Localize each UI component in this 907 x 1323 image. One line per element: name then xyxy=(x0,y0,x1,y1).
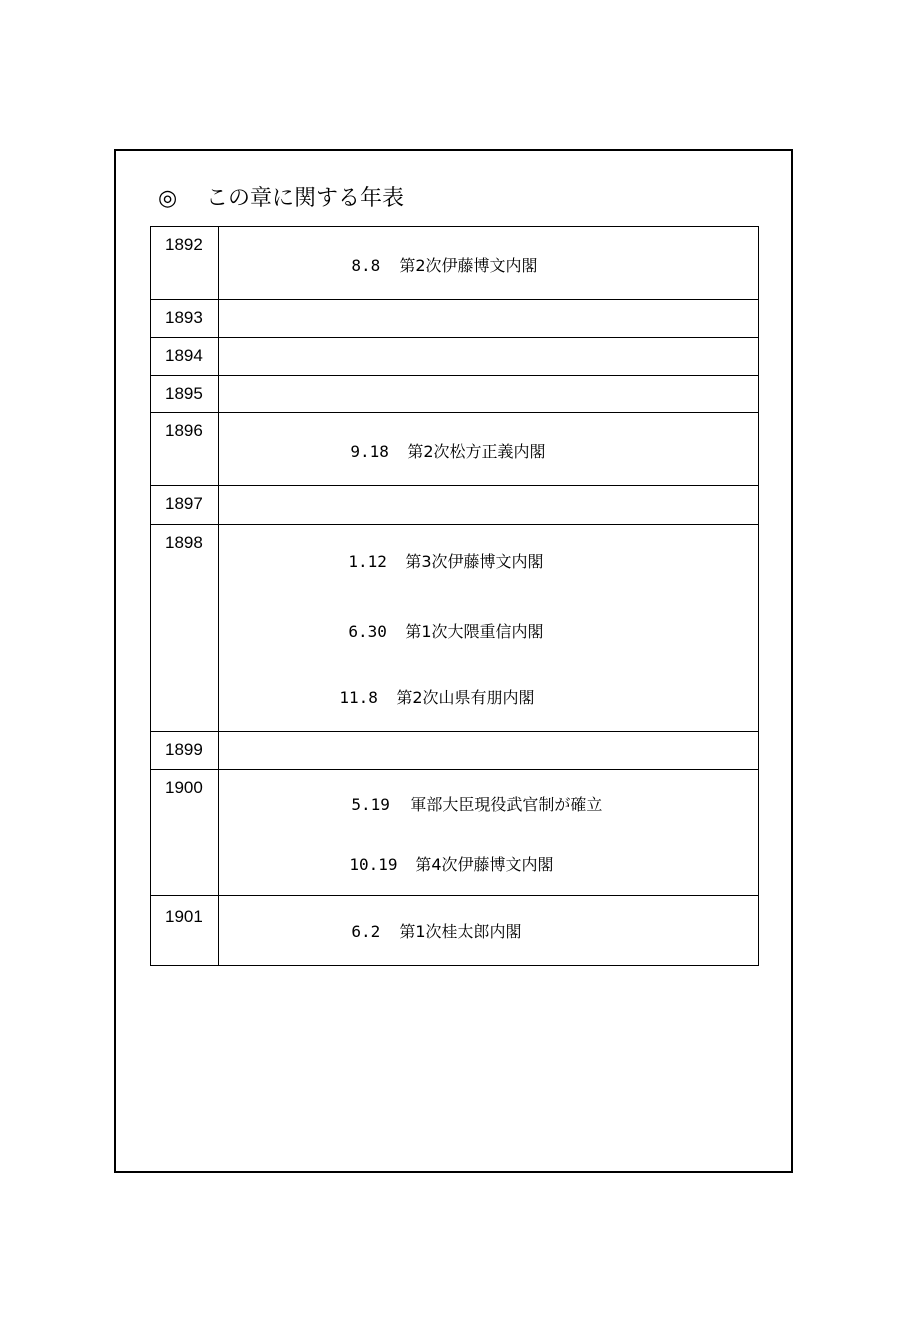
event-entry xyxy=(255,899,758,965)
table-row xyxy=(151,770,759,896)
events-cell xyxy=(219,227,759,300)
event-entry xyxy=(252,599,758,665)
chapter-chronology-heading xyxy=(158,183,404,215)
double-circle-mark: ◎ xyxy=(158,186,178,211)
events-cell xyxy=(219,525,759,732)
year-cell: 1900 xyxy=(151,770,219,896)
event-description: 第1次桂太郎内閣 xyxy=(399,922,522,941)
year-cell: 1899 xyxy=(151,732,219,770)
event-entry xyxy=(253,835,758,895)
event-entry xyxy=(252,529,758,595)
events-cell xyxy=(219,413,759,486)
table-row xyxy=(151,486,759,525)
event-description: 第3次伊藤博文内閣 xyxy=(405,552,544,571)
year-cell: 1892 xyxy=(151,227,219,300)
events-cell xyxy=(219,770,759,896)
heading-title: この章に関する年表 xyxy=(206,186,405,211)
event-entry xyxy=(255,775,758,835)
events-cell xyxy=(219,486,759,525)
table-row xyxy=(151,413,759,486)
event-date: 5.19 xyxy=(351,795,390,814)
event-entry xyxy=(255,233,758,299)
event-date: 9.18 xyxy=(350,442,389,461)
year-cell: 1901 xyxy=(151,896,219,966)
year-cell: 1896 xyxy=(151,413,219,486)
table-row xyxy=(151,227,759,300)
event-date: 6.2 xyxy=(351,922,381,941)
event-description: 第4次伊藤博文内閣 xyxy=(415,855,554,874)
year-cell: 1895 xyxy=(151,376,219,413)
chronology-table xyxy=(150,226,759,966)
event-date: 10.19 xyxy=(349,855,398,874)
year-cell: 1893 xyxy=(151,300,219,338)
table-row xyxy=(151,338,759,376)
event-description: 第2次松方正義内閣 xyxy=(407,442,546,461)
event-date: 6.30 xyxy=(348,622,387,641)
event-date: 1.12 xyxy=(348,552,387,571)
table-row xyxy=(151,376,759,413)
event-date: 11.8 xyxy=(339,688,378,707)
events-cell xyxy=(219,896,759,966)
year-cell: 1894 xyxy=(151,338,219,376)
table-row xyxy=(151,525,759,732)
year-cell: 1897 xyxy=(151,486,219,525)
table-row xyxy=(151,896,759,966)
table-row xyxy=(151,300,759,338)
events-cell xyxy=(219,338,759,376)
event-entry xyxy=(254,419,758,485)
event-entry xyxy=(243,665,758,731)
event-description: 第1次大隈重信内閣 xyxy=(405,622,544,641)
year-cell: 1898 xyxy=(151,525,219,732)
events-cell xyxy=(219,300,759,338)
event-date: 8.8 xyxy=(351,256,381,275)
event-description: 第2次伊藤博文内閣 xyxy=(399,256,538,275)
event-description: 軍部大臣現役武官制が確立 xyxy=(410,795,603,814)
events-cell xyxy=(219,732,759,770)
table-row xyxy=(151,732,759,770)
event-description: 第2次山県有朋内閣 xyxy=(396,688,535,707)
events-cell xyxy=(219,376,759,413)
